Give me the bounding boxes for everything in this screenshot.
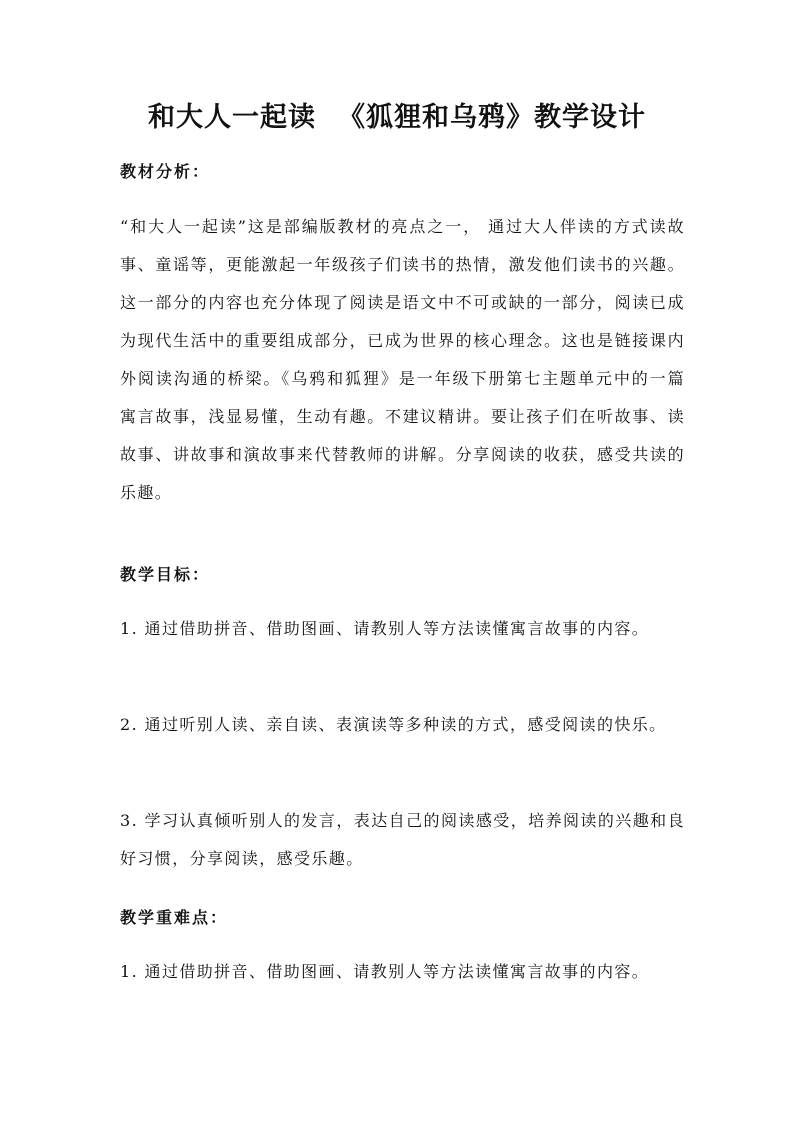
analysis-paragraph: “和大人一起读”这是部编版教材的亮点之一， 通过大人伴读的方式读故事、童谣等，更能激起一年级孩子们读书的热情，激发他们读书的兴趣。这一部分的内容也充分体现了阅读是语文中不可或缺的一部分，阅读已成为现代生活中的重要组成部分，已成为世界的核心理念。这也是链接课内外阅读沟通的桥梁。《乌鸦和狐狸》是一年级下册第七主题单元中的一篇寓言故事，浅显易懂，生动有趣。不建议精讲。要让孩子们在听故事、读故事、讲故事和演故事来代替教师的讲解。分享阅读的收获，感受共读的乐趣。	[120, 217, 685, 502]
goal-item-3: 3. 学习认真倾听别人的发言，表达自己的阅读感受，培养阅读的兴趣和良好习惯，分享阅读，感受乐趣。	[120, 811, 685, 868]
document-title	[0, 98, 794, 138]
goal-item-2: 2. 通过听别人读、亲自读、表演读等多种读的方式，感受阅读的快乐。	[120, 715, 667, 734]
title-part-1: 和大人一起读	[148, 102, 316, 133]
goals-heading: 教学目标：	[120, 565, 211, 584]
goal-item-1: 1. 通过借助拼音、借助图画、请教别人等方法读懂寓言故事的内容。	[120, 619, 650, 638]
analysis-heading: 教材分析：	[120, 162, 211, 181]
keypoint-item-1: 1. 通过借助拼音、借助图画、请教别人等方法读懂寓言故事的内容。	[120, 962, 650, 981]
title-part-2: 《狐狸和乌鸦》教学设计	[338, 102, 646, 133]
keypoints-heading: 教学重难点：	[120, 908, 229, 927]
